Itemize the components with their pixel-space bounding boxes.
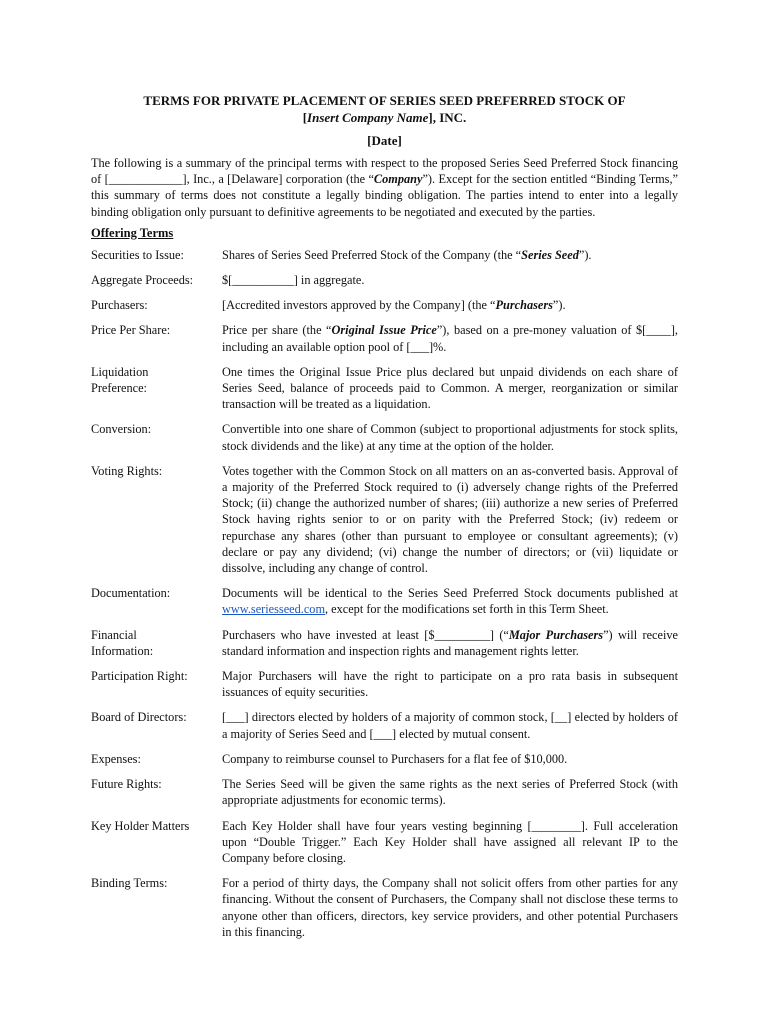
intro-text-2: ”). Except for the section entitled “Binding Terms,” this summary of terms does not constitute a legally binding obligation. The parties intend to enter into a legally binding obligation only pursuant to definitive agreements to be negotiated and executed by the parties. xyxy=(91,172,678,219)
terms-list xyxy=(91,247,678,940)
term-text: Documents will be identical to the Series Seed Preferred Stock documents published at xyxy=(222,586,678,601)
term-text: ”). xyxy=(552,298,566,313)
defined-term: Original Issue Price xyxy=(331,323,437,338)
offering-terms-heading: Offering Terms xyxy=(91,225,174,240)
term-label: Securities to Issue: xyxy=(91,247,184,262)
seriesseed-link[interactable]: www.seriesseed.com xyxy=(222,602,326,617)
term-row-proceeds xyxy=(91,272,678,288)
defined-term: Purchasers xyxy=(495,298,553,313)
term-text: ”), based on a pre-money valuation of $[____], including an available option pool of [___]%. xyxy=(222,323,678,354)
term-label: Expenses: xyxy=(91,751,141,766)
term-label: Purchasers: xyxy=(91,298,148,313)
term-label: Future Rights: xyxy=(91,777,162,792)
term-row-binding xyxy=(91,875,678,940)
term-row-purchasers xyxy=(91,297,678,313)
term-description: [___] directors elected by holders of a majority of common stock, [__] elected by holders of a majority of Series Seed and [___] elected by mutual consent. xyxy=(222,710,678,741)
term-text: Price per share (the “ xyxy=(222,323,332,338)
term-label: Key Holder Matters xyxy=(91,818,190,833)
term-text: Shares of Series Seed Preferred Stock of the Company (the “ xyxy=(222,247,522,262)
term-row-liquidation xyxy=(91,364,678,413)
term-text: Purchasers who have invested at least [$_________] (“ xyxy=(222,627,509,642)
term-text: [Accredited investors approved by the Company] (the “ xyxy=(222,298,496,313)
term-description: Company to reimburse counsel to Purchasers for a flat fee of $10,000. xyxy=(222,751,568,766)
term-label: Voting Rights: xyxy=(91,463,163,478)
term-text: ”) will receive standard information and inspection rights and management rights letter. xyxy=(222,627,678,658)
term-description: $[__________] in aggregate. xyxy=(222,273,365,288)
term-label xyxy=(91,627,222,659)
term-description: One times the Original Issue Price plus declared but unpaid dividends on each share of Series Seed, balance of proceeds paid to Common. A merger, reorganization or similar transaction will be treated as a liquidation. xyxy=(222,364,678,412)
term-row-securities xyxy=(91,247,678,263)
term-description xyxy=(222,627,678,659)
label-line: Preference: xyxy=(91,381,147,396)
term-label: Binding Terms: xyxy=(91,876,168,891)
term-description: Votes together with the Common Stock on all matters on an as-converted basis. Approval of a majority of the Preferred Stock required to (i) adversely change rights of the Preferred Stock; (ii) change the authorized number of shares; (iii) authorize a new series of Preferred Stock having rights senior to or on parity with the Preferred Stock; (iv) redeem or repurchase any shares (other than pursuant to employee or consultant agreements); (v) declare or pay any dividend; (vi) change the number of directors; or (vii) liquidate or dissolve, including any change of control. xyxy=(222,463,678,576)
term-row-expenses xyxy=(91,751,678,767)
term-row-keyholder xyxy=(91,818,678,867)
term-row-voting xyxy=(91,463,678,576)
company-term: Company xyxy=(373,172,423,187)
term-label: Documentation: xyxy=(91,586,171,601)
term-row-conversion xyxy=(91,421,678,453)
term-description: Major Purchasers will have the right to participate on a pro rata basis in subsequent issuances of equity securities. xyxy=(222,669,678,700)
term-label: Price Per Share: xyxy=(91,323,171,338)
label-line: Liquidation xyxy=(91,364,149,379)
term-description xyxy=(222,322,678,354)
term-description: For a period of thirty days, the Company shall not solicit offers from other parties for any financing. Without the consent of Purchasers, the Company shall not disclose these terms to anyone other than officers, directors, key service providers, and other potential Purchasers in this financing. xyxy=(222,876,678,939)
label-line: Information: xyxy=(91,643,154,658)
term-label: Board of Directors: xyxy=(91,710,187,725)
term-description xyxy=(222,585,678,617)
defined-term: Major Purchasers xyxy=(508,627,604,642)
term-text: ”). xyxy=(578,247,592,262)
term-row-board xyxy=(91,709,678,741)
term-row-financial xyxy=(91,627,678,659)
term-label: Aggregate Proceeds: xyxy=(91,273,194,288)
term-row-participation xyxy=(91,668,678,700)
term-label: Participation Right: xyxy=(91,669,188,684)
term-description xyxy=(222,247,678,263)
term-row-future xyxy=(91,776,678,808)
defined-term: Series Seed xyxy=(521,247,579,262)
company-name-placeholder: Insert Company Name xyxy=(307,110,429,125)
term-label: Conversion: xyxy=(91,422,152,437)
term-row-documentation xyxy=(91,585,678,617)
term-description: Convertible into one share of Common (subject to proportional adjustments for stock splits, stock dividends and the like) at any time at the option of the holder. xyxy=(222,422,678,453)
term-description: Each Key Holder shall have four years vesting beginning [________]. Full acceleration upon “Double Trigger.” Each Key Holder shall have assigned all relevant IP to the Company before closing. xyxy=(222,818,678,865)
term-description xyxy=(222,297,678,313)
document-date: [Date] xyxy=(367,133,402,148)
title-line-1: TERMS FOR PRIVATE PLACEMENT OF SERIES SEED PREFERRED STOCK OF xyxy=(143,93,626,108)
title-suffix: ], INC. xyxy=(428,110,467,125)
intro-paragraph xyxy=(91,155,678,220)
term-text: , except for the modifications set forth in this Term Sheet. xyxy=(325,602,609,617)
title-bracket-open: [ xyxy=(302,110,308,125)
intro-text-1: The following is a summary of the principal terms with respect to the proposed Series Seed Preferred Stock financing of [____________], Inc., a [Delaware] corporation (the “ xyxy=(91,156,678,187)
term-label xyxy=(91,364,222,413)
term-description: The Series Seed will be given the same rights as the next series of Preferred Stock (with appropriate adjustments for economic terms). xyxy=(222,777,678,808)
term-row-price xyxy=(91,322,678,354)
label-line: Financial xyxy=(91,627,137,642)
document-title xyxy=(91,92,678,126)
title-line-2 xyxy=(91,109,678,126)
